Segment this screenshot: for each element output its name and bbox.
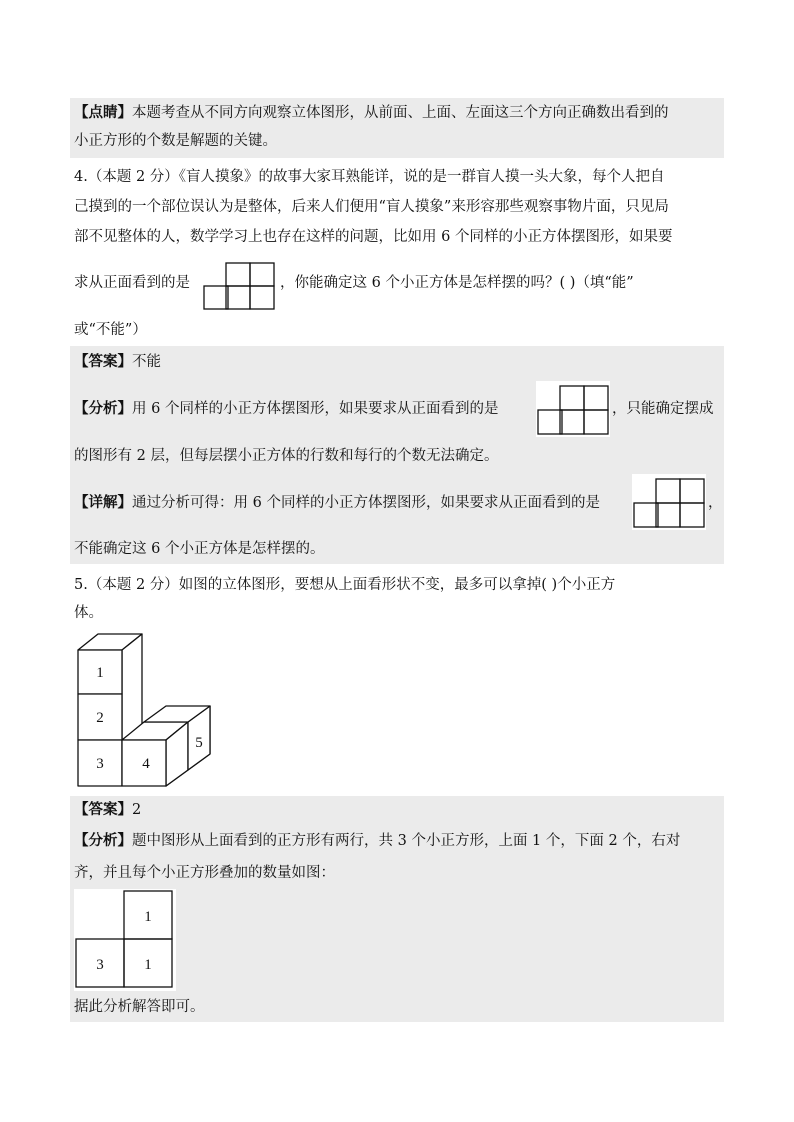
q5-line-1: 5.（本题 2 分）如图的立体图形，要想从上面看形状不变，最多可以拿掉( )个小正方 — [74, 577, 616, 593]
q5-analysis-line-1: 【分析】题中图形从上面看到的正方形有两行，共 3 个小正方形，上面 1 个，下面 2 个，右对 — [74, 832, 681, 849]
q4-line-3: 部不见整体的人，数学学习上也存在这样的问题，比如用 6 个同样的小正方体摆图形，如果要 — [74, 229, 673, 245]
grid-label-bottom-right: 1 — [144, 957, 152, 973]
q4-line-5: 或“不能”） — [74, 322, 147, 338]
q4-detail-line-2: 不能确定这 6 个小正方体是怎样摆的。 — [74, 541, 325, 557]
q4-analysis-label: 【分析】 — [74, 400, 132, 417]
q4-detail-line-1b: ， — [708, 495, 723, 511]
q4-answer-label: 【答案】 — [74, 353, 132, 370]
cube-label-4: 4 — [142, 756, 150, 772]
q4-line-2: 己摸到的一个部位误认为是整体，后来人们便用“盲人摸象”来形容那些观察事物片面，只见局 — [74, 199, 669, 215]
q5-line-2: 体。 — [74, 605, 103, 621]
q5-answer-label: 【答案】 — [74, 801, 132, 818]
grid-label-top-right: 1 — [144, 909, 152, 925]
q4-detail-label: 【详解】 — [74, 494, 132, 511]
q4-line-4a: 求从正面看到的是 — [74, 275, 190, 291]
q5-analysis-line-2: 齐，并且每个小正方形叠加的数量如图： — [74, 865, 335, 881]
comment-line-1: 【点睛】本题考查从不同方向观察立体图形，从前面、上面、左面这三个方向正确数出看到的 — [74, 104, 669, 121]
cube-label-1: 1 — [96, 665, 104, 681]
cube-label-5: 5 — [195, 735, 203, 751]
q4-analysis-line-1: 【分析】用 6 个同样的小正方体摆图形，如果要求从正面看到的是 — [74, 400, 499, 417]
q5-conclusion: 据此分析解答即可。 — [74, 999, 205, 1015]
cube-stack-figure — [70, 630, 220, 790]
comment-line-2: 小正方形的个数是解题的关键。 — [74, 133, 277, 149]
top-view-count-grid — [74, 889, 176, 991]
q5-answer — [74, 799, 141, 821]
analysis-front-view-figure — [536, 381, 610, 437]
q5-answer-value: 2 — [132, 802, 142, 818]
q4-analysis-line-2: 的图形有 2 层，但每层摆小正方体的行数和每行的个数无法确定。 — [74, 448, 499, 464]
front-view-figure — [202, 261, 276, 311]
q4-detail-line-1: 【详解】通过分析可得：用 6 个同样的小正方体摆图形，如果要求从正面看到的是 — [74, 494, 600, 511]
q4-line-1: 4.（本题 2 分）《盲人摸象》的故事大家耳熟能详，说的是一群盲人摸一头大象，每个人把自 — [74, 169, 665, 185]
q4-line-4b: ，你能确定这 6 个小正方体是怎样摆的吗？( )（填“能” — [280, 275, 634, 291]
q4-answer — [74, 351, 161, 373]
detail-front-view-figure — [632, 474, 706, 530]
cube-label-3: 3 — [96, 756, 104, 772]
cube-label-2: 2 — [96, 710, 104, 726]
q5-analysis-label: 【分析】 — [74, 832, 132, 849]
q4-answer-value: 不能 — [132, 354, 161, 370]
q4-analysis-line-1b: ，只能确定摆成 — [612, 401, 714, 417]
grid-label-bottom-left: 3 — [96, 957, 104, 973]
comment-label: 【点睛】 — [74, 104, 132, 121]
